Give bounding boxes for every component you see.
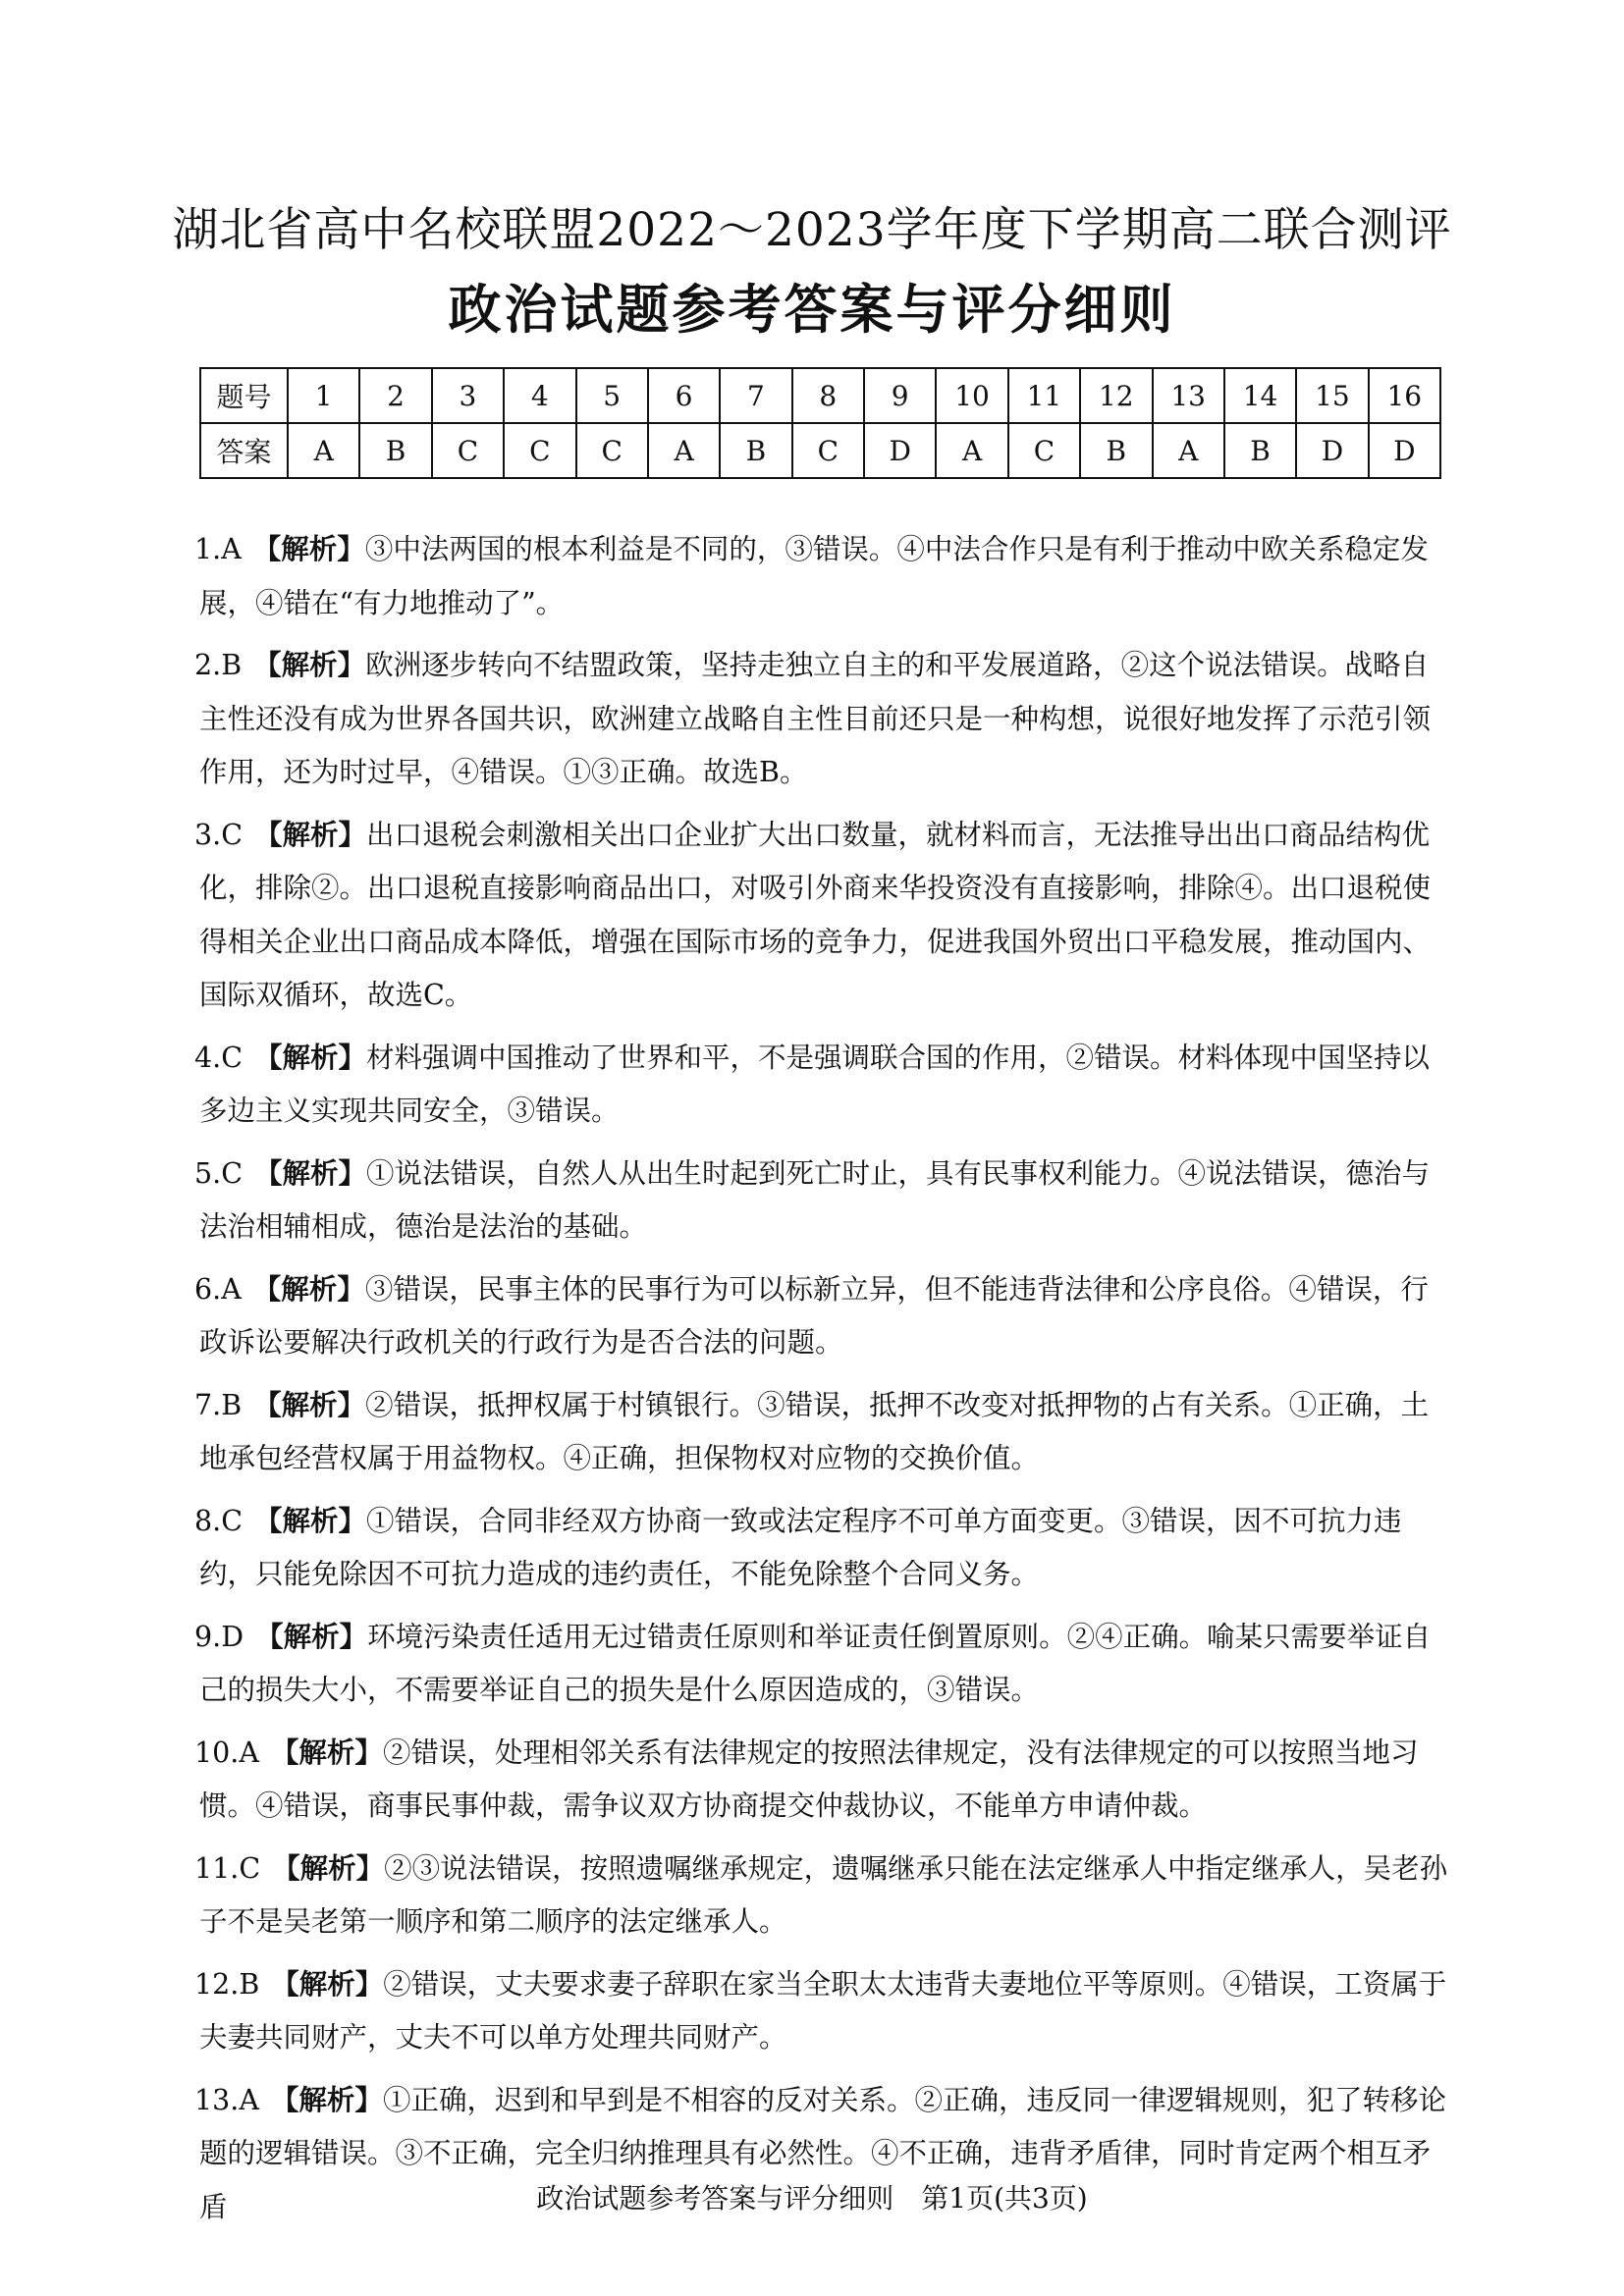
answer-cell: C <box>792 423 864 478</box>
entry-number: 4. <box>194 1041 222 1074</box>
page-subtitle: 政治试题参考答案与评分细则 <box>448 278 1176 341</box>
question-number-cell: 14 <box>1224 368 1296 423</box>
entry-number: 13. <box>194 2083 240 2116</box>
analysis-entry <box>194 1031 1456 1139</box>
analysis-tag: 【解析】 <box>270 1735 383 1769</box>
entry-answer: A <box>221 533 242 565</box>
answer-cell: D <box>864 423 936 478</box>
entry-text: ③错误，民事主体的民事行为可以标新立异，但不能违背法律和公序良俗。④错误，行政诉讼要解决行政机关的行政行为是否合法的问题。 <box>199 1272 1429 1359</box>
analysis-entry <box>194 1957 1456 2065</box>
analysis-tag: 【解析】 <box>254 817 367 851</box>
entry-answer: C <box>221 818 244 851</box>
question-number-cell: 15 <box>1296 368 1368 423</box>
question-number-label: 题号 <box>200 368 288 423</box>
question-number-cell: 13 <box>1153 368 1224 423</box>
analysis-tag: 【解析】 <box>270 2082 383 2116</box>
answer-cell: B <box>720 423 791 478</box>
answer-cell: B <box>359 423 431 478</box>
analysis-tag: 【解析】 <box>254 1040 367 1074</box>
entry-answer: B <box>221 649 243 681</box>
entry-text: ①说法错误，自然人从出生时起到死亡时止，具有民事权利能力。④说法错误，德治与法治相辅相成，德治是法治的基础。 <box>199 1156 1431 1243</box>
entry-number: 7. <box>194 1388 222 1421</box>
question-number-cell: 12 <box>1080 368 1152 423</box>
question-number-cell: 10 <box>936 368 1007 423</box>
question-number-cell: 3 <box>432 368 504 423</box>
entry-answer: A <box>239 1735 259 1769</box>
entry-number: 6. <box>194 1272 222 1306</box>
answer-cell: B <box>1080 423 1152 478</box>
analysis-entry <box>194 1494 1456 1602</box>
answer-label: 答案 <box>200 423 288 478</box>
question-number-row <box>200 368 1440 423</box>
answer-cell: D <box>1369 423 1440 478</box>
analysis-tag: 【解析】 <box>252 1271 365 1306</box>
analysis-tag: 【解析】 <box>254 1503 367 1537</box>
analysis-tag: 【解析】 <box>254 1155 367 1190</box>
entry-text: 材料强调中国推动了世界和平，不是强调联合国的作用，②错误。材料体现中国坚持以多边主义实现共同安全，③错误。 <box>199 1041 1431 1127</box>
entry-text: ②③说法错误，按照遗嘱继承规定，遗嘱继承只能在法定继承人中指定继承人，吴老孙子不是吴老第一顺序和第二顺序的法定继承人。 <box>199 1851 1448 1938</box>
analysis-entry <box>194 1610 1456 1718</box>
entry-answer: D <box>221 1620 244 1653</box>
question-number-cell: 5 <box>576 368 648 423</box>
question-number-cell: 16 <box>1369 368 1440 423</box>
entry-text: 出口退税会刺激相关出口企业扩大出口数量，就材料而言，无法推导出出口商品结构优化，排除②。出口退税直接影响商品出口，对吸引外商来华投资没有直接影响，排除④。出口退税使得相关企业出口商品成本降低，增强在国际市场的竞争力，促进我国外贸出口平稳发展，推动国内、国际双循环，故选C。 <box>199 818 1432 1011</box>
entry-text: ②错误，丈夫要求妻子辞职在家当全职太太违背夫妻地位平等原则。④错误，工资属于夫妻共同财产，丈夫不可以单方处理共同财产。 <box>199 1967 1447 2054</box>
entry-number: 2. <box>194 649 222 681</box>
entry-text: ②错误，抵押权属于村镇银行。③错误，抵押不改变对抵押物的占有关系。①正确，土地承包经营权属于用益物权。④正确，担保物权对应物的交换价值。 <box>199 1388 1430 1474</box>
analysis-entry <box>194 1378 1456 1486</box>
entry-text: ①正确，迟到和早到是不相容的反对关系。②正确，违反同一律逻辑规则，犯了转移论题的逻辑错误。③不正确，完全归纳推理具有必然性。④不正确，违背矛盾律，同时肯定两个相互矛盾 <box>199 2083 1446 2223</box>
answer-cell: A <box>288 423 359 478</box>
answer-table <box>199 367 1441 479</box>
entry-answer: C <box>221 1504 244 1537</box>
answer-cell: D <box>1296 423 1368 478</box>
analysis-entry <box>194 1726 1456 1834</box>
entry-number: 8. <box>194 1504 222 1537</box>
entry-number: 1. <box>194 533 222 565</box>
entry-answer: C <box>239 1851 261 1885</box>
question-number-cell: 2 <box>359 368 431 423</box>
question-number-cell: 11 <box>1008 368 1080 423</box>
entry-text: ③中法两国的根本利益是不同的，③错误。④中法合作只是有利于推动中欧关系稳定发展，④错在“有力地推动了”。 <box>199 533 1429 619</box>
entry-number: 10. <box>194 1735 240 1769</box>
entry-answer: A <box>239 2083 259 2116</box>
question-number-cell: 1 <box>288 368 359 423</box>
analysis-tag: 【解析】 <box>271 1966 384 2001</box>
analysis-tag: 【解析】 <box>253 648 366 681</box>
analysis-entry <box>194 522 1456 630</box>
entry-number: 5. <box>194 1156 222 1190</box>
entry-answer: C <box>221 1041 244 1074</box>
analysis-tag: 【解析】 <box>272 1850 385 1885</box>
analysis-entry <box>194 1262 1456 1370</box>
entry-number: 12. <box>194 1967 240 2001</box>
entry-number: 11. <box>194 1851 240 1885</box>
answer-cell: B <box>1224 423 1296 478</box>
entry-number: 9. <box>194 1620 222 1653</box>
analysis-entry <box>194 1147 1456 1255</box>
entry-answer: B <box>221 1388 243 1421</box>
entry-text: ①错误，合同非经双方协商一致或法定程序不可单方面变更。③错误，因不可抗力违约，只能免除因不可抗力造成的违约责任，不能免除整个合同义务。 <box>199 1504 1402 1590</box>
entry-text: ②错误，处理相邻关系有法律规定的按照法律规定，没有法律规定的可以按照当地习惯。④错误，商事民事仲裁，需争议双方协商提交仲裁协议，不能单方申请仲裁。 <box>199 1735 1419 1822</box>
analysis-list <box>194 522 1456 2242</box>
entry-answer: A <box>221 1272 242 1306</box>
answer-cell: C <box>504 423 575 478</box>
entry-number: 3. <box>194 818 222 851</box>
question-number-cell: 7 <box>720 368 791 423</box>
entry-answer: C <box>221 1156 244 1190</box>
entry-text: 环境污染责任适用无过错责任原则和举证责任倒置原则。②④正确。喻某只需要举证自己的损失大小，不需要举证自己的损失是什么原因造成的，③错误。 <box>199 1620 1432 1706</box>
answer-cell: C <box>576 423 648 478</box>
answer-cell: C <box>432 423 504 478</box>
analysis-entry <box>194 1842 1456 1949</box>
entry-text: 欧洲逐步转向不结盟政策，坚持走独立自主的和平发展道路，②这个说法错误。战略自主性还没有成为世界各国共识，欧洲建立战略自主性目前还只是一种构想，说很好地发挥了示范引领作用，还为时过早，④错误。①③正确。故选B。 <box>199 649 1432 788</box>
answer-cell: A <box>936 423 1007 478</box>
answer-row <box>200 423 1440 478</box>
analysis-tag: 【解析】 <box>252 532 365 565</box>
answer-cell: A <box>648 423 720 478</box>
analysis-tag: 【解析】 <box>253 1387 366 1421</box>
entry-answer: B <box>239 1967 260 2001</box>
question-number-cell: 8 <box>792 368 864 423</box>
analysis-entry <box>194 638 1456 800</box>
question-number-cell: 6 <box>648 368 720 423</box>
analysis-entry <box>194 808 1456 1023</box>
question-number-cell: 9 <box>864 368 936 423</box>
answer-cell: A <box>1153 423 1224 478</box>
analysis-tag: 【解析】 <box>255 1619 368 1653</box>
page-footer: 政治试题参考答案与评分细则 第1页(共3页) <box>536 2182 1088 2215</box>
answer-cell: C <box>1008 423 1080 478</box>
question-number-cell: 4 <box>504 368 575 423</box>
page-title: 湖北省高中名校联盟2022～2023学年度下学期高二联合测评 <box>172 203 1452 257</box>
